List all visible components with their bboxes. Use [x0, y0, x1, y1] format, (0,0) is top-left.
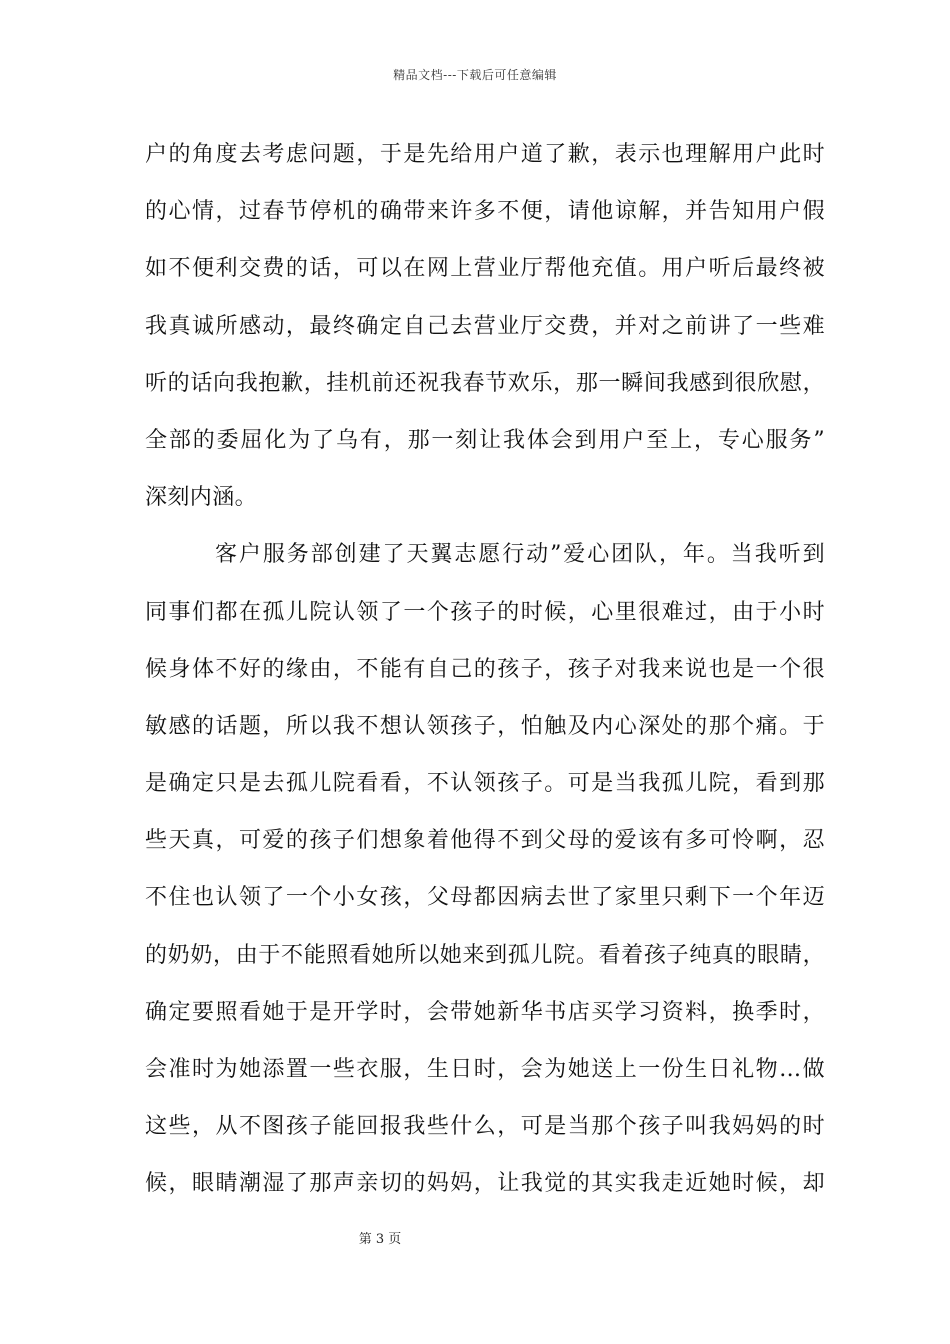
text-line: 这些，从不图孩子能回报我些什么，可是当那个孩子叫我妈妈的时: [145, 1114, 825, 1140]
text-line: 同事们都在孤儿院认领了一个孩子的时候，心里很难过，由于小时: [145, 599, 825, 625]
text-line: 会准时为她添置一些衣服，生日时，会为她送上一份生日礼物…做: [145, 1057, 825, 1082]
text-line: 确定要照看她于是开学时，会带她新华书店买学习资料，换季时，: [145, 999, 825, 1025]
text-line: 是确定只是去孤儿院看看，不认领孩子。可是当我孤儿院，看到那: [145, 771, 825, 797]
text-line: 如不便利交费的话，可以在网上营业厅帮他充值。用户听后最终被: [145, 256, 825, 282]
text-line: 的心情，过春节停机的确带来许多不便，请他谅解，并告知用户假: [145, 199, 825, 225]
text-line: 全部的委屈化为了乌有，那一刻让我体会到用户至上，专心服务”: [145, 427, 825, 453]
paragraph-first-line: 客户服务部创建了天翼志愿行动”爱心团队，年。当我听到: [215, 542, 825, 568]
text-line: 候，眼睛潮湿了那声亲切的妈妈，让我觉的其实我走近她时候，却: [145, 1171, 825, 1197]
text-line: 户的角度去考虑问题，于是先给用户道了歉，表示也理解用户此时: [145, 142, 825, 167]
body-text: [145, 126, 825, 1213]
text-line: 敏感的话题，所以我不想认领孩子，怕触及内心深处的那个痛。于: [145, 713, 825, 739]
page-number: 第 3 页: [358, 1232, 402, 1247]
text-line: 听的话向我抱歉，挂机前还祝我春节欢乐，那一瞬间我感到很欣慰，: [145, 370, 825, 396]
text-line: 些天真，可爱的孩子们想象着他得不到父母的爱该有多可怜啊，忍: [145, 828, 825, 854]
text-line: 不住也认领了一个小女孩，父母都因病去世了家里只剩下一个年迈: [145, 885, 825, 911]
document-header: 精品文档---下载后可任意编辑: [393, 68, 557, 82]
text-line: 的奶奶，由于不能照看她所以她来到孤儿院。看着孩子纯真的眼睛，: [145, 942, 825, 968]
text-line: 深刻内涵。: [145, 485, 258, 511]
text-line: 候身体不好的缘由，不能有自己的孩子，孩子对我来说也是一个很: [145, 656, 825, 682]
text-line: 我真诚所感动，最终确定自己去营业厅交费，并对之前讲了一些难: [145, 313, 825, 339]
